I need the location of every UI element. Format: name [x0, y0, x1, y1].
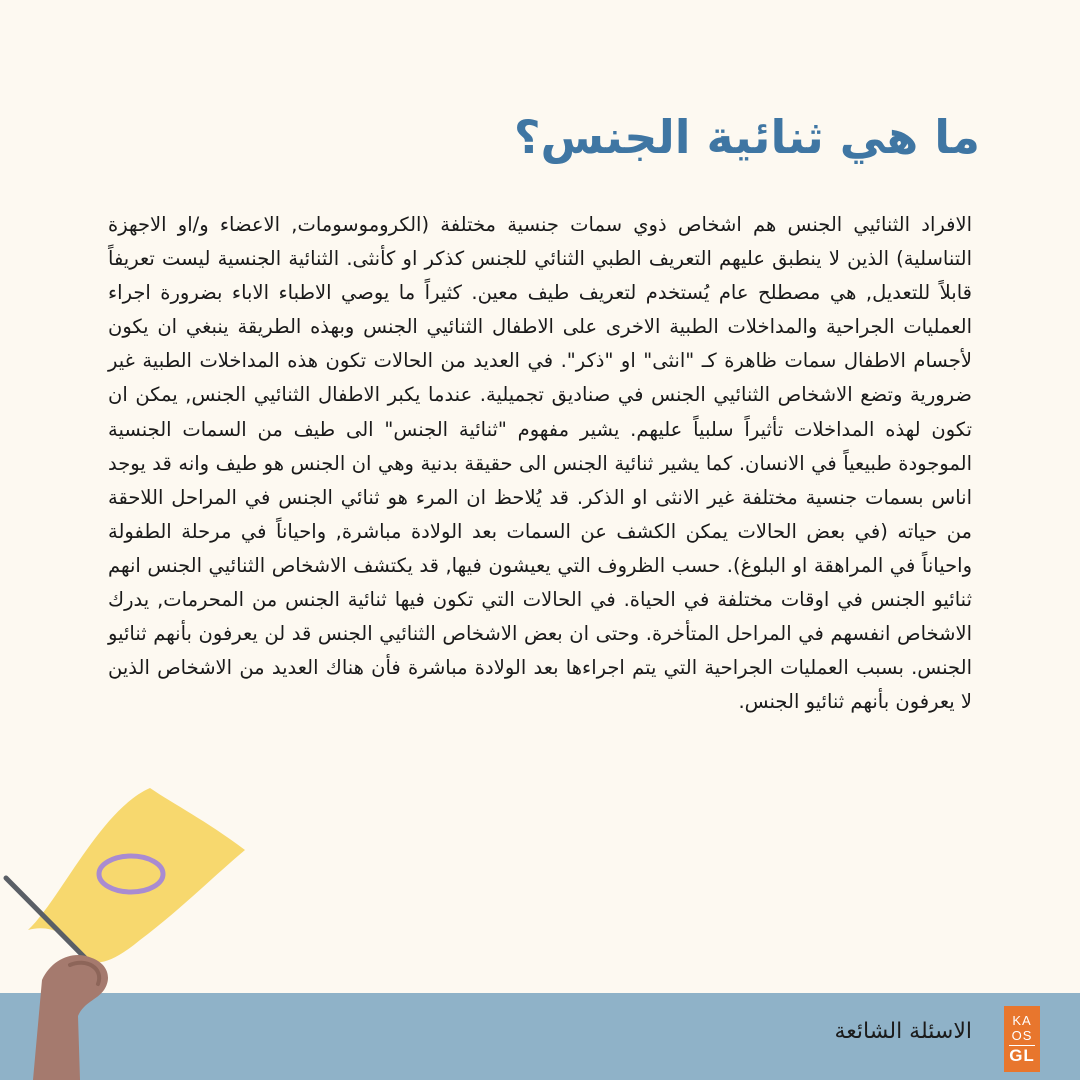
logo-line-3: GL — [1009, 1046, 1035, 1065]
logo-line-2: OS — [1011, 1028, 1033, 1043]
logo-line-1: KA — [1012, 1013, 1032, 1028]
body-paragraph: الافراد الثنائيي الجنس هم اشخاص ذوي سمات جنسية مختلفة (الكروموسومات, الاعضاء و/او الاجهزة التناسلية) الذين لا ينطبق عليهم التعريف الطبي الثنائي للجنس كذكر او كأنثى. الثنائية الجنسية ليست تعريفاً قابلاً للتعديل, هي مصطلح عام يُستخدم لتعريف طيف معين. كثيراً ما يوصي الاطباء الاباء بضرورة اجراء العمليات الجراحية والمداخلات الطبية الاخرى على الاطفال الثنائيي الجنس وبهذه الطريقة ينبغي ان يكون لأجسام الاطفال سمات ظاهرة كـ "انثى" او "ذكر". في العديد من الحالات تكون هذه المداخلات الطبية غير ضرورية وتضع الاشخاص الثنائيي الجنس في صناديق تجميلية. عندما يكبر الاطفال الثنائيي الجنس, يمكن ان تكون لهذه المداخلات تأثيراً سلبياً عليهم. يشير مفهوم "ثنائية الجنس" الى طيف من السمات الجنسية الموجودة طبيعياً في الانسان. كما يشير ثنائية الجنس الى حقيقة بدنية وهي ان الجنس هو طيف وانه قد يوجد اناس بسمات جنسية مختلفة غير الانثى او الذكر. قد يُلاحظ ان المرء هو ثنائي الجنس في المراحل اللاحقة من حياته (في بعض الحالات يمكن الكشف عن السمات بعد الولادة مباشرة, واحياناً في مرحلة الطفولة واحياناً في المراهقة او البلوغ). حسب الظروف التي يعيشون فيها, قد يكتشف الاشخاص الثنائيي الجنس انهم ثنائيو الجنس في اوقات مختلفة في الحياة. في الحالات التي تكون فيها ثنائية الجنس من المحرمات, يدرك الاشخاص انفسهم في المراحل المتأخرة. وحتى ان بعض الاشخاص الثنائيي الجنس قد لن يعرفون بأنهم ثنائيو الجنس. بسبب العمليات الجراحية التي يتم اجراءها بعد الولادة مباشرة فأن هناك العديد من الاشخاص الذين لا يعرفون بأنهم ثنائيو الجنس. — [108, 213, 972, 714]
intersex-flag-illustration — [0, 780, 260, 1080]
footer-faq-label: الاسئلة الشائعة — [834, 1019, 972, 1044]
page-title: ما هي ثنائية الجنس؟ — [513, 110, 980, 164]
kaosgl-logo — [1004, 1006, 1040, 1072]
